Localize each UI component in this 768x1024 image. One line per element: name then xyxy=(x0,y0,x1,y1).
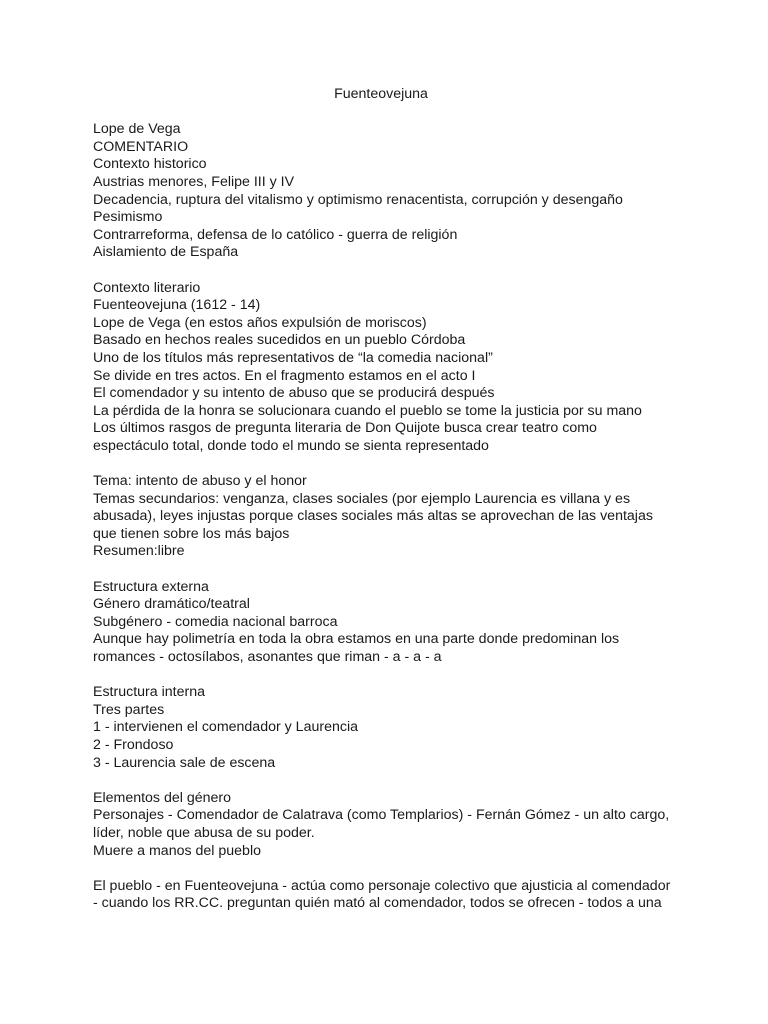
text-line: Aislamiento de España xyxy=(93,244,239,261)
text-line: Contexto historico xyxy=(93,156,207,173)
text-line: Estructura externa xyxy=(93,578,209,595)
text-line: Austrias menores, Felipe III y IV xyxy=(93,173,295,190)
text-line: COMENTARIO xyxy=(93,138,189,155)
text-line: 3 - Laurencia sale de escena xyxy=(93,754,276,771)
text-line: abusada), leyes injustas porque clases sociales más altas se aprovechan de las ventajas xyxy=(93,508,653,525)
text-line: Muere a manos del pueblo xyxy=(93,842,261,859)
text-line: Basado en hechos reales sucedidos en un pueblo Córdoba xyxy=(93,332,466,349)
text-line: - cuando los RR.CC. preguntan quién mató al comendador, todos se ofrecen - todos a una xyxy=(93,895,662,912)
text-line: Decadencia, ruptura del vitalismo y optimismo renacentista, corrupción y desengaño xyxy=(93,191,623,208)
text-line: Género dramático/teatral xyxy=(93,596,250,613)
document-section xyxy=(93,473,693,561)
text-line: 2 - Frondoso xyxy=(93,736,174,753)
document-section xyxy=(93,280,693,456)
text-line: Se divide en tres actos. En el fragmento estamos en el acto I xyxy=(93,367,476,384)
text-line: Lope de Vega (en estos años expulsión de moriscos) xyxy=(93,314,427,331)
document-section xyxy=(93,790,693,860)
text-line: Los últimos rasgos de pregunta literaria de Don Quijote busca crear teatro como xyxy=(93,420,597,437)
document-body xyxy=(93,121,693,913)
text-line: Elementos del género xyxy=(93,789,232,806)
text-line: romances - octosílabos, asonantes que riman - a - a - a xyxy=(93,649,442,665)
document-section xyxy=(93,878,693,913)
text-line: espectáculo total, donde todo el mundo se sienta representado xyxy=(93,437,489,454)
document-section xyxy=(93,684,693,772)
text-line: La pérdida de la honra se solucionara cuando el pueblo se tome la justicia por su mano xyxy=(93,402,642,419)
text-line: Lope de Vega xyxy=(93,121,181,138)
text-line: Tema: intento de abuso y el honor xyxy=(93,473,307,490)
text-line: Contrarreforma, defensa de lo católico - guerra de religión xyxy=(93,226,458,243)
text-line: Resumen:libre xyxy=(93,543,185,560)
document-page xyxy=(93,86,693,931)
text-line: Uno de los títulos más representativos de “la comedia nacional” xyxy=(93,349,493,366)
text-line: Fuenteovejuna (1612 - 14) xyxy=(93,297,261,314)
text-line: Temas secundarios: venganza, clases sociales (por ejemplo Laurencia es villana y es xyxy=(93,490,631,507)
text-line: Subgénero - comedia nacional barroca xyxy=(93,613,338,630)
document-section xyxy=(93,121,693,262)
text-line: Aunque hay polimetría en toda la obra estamos en una parte donde predominan los xyxy=(93,631,620,648)
document-section xyxy=(93,579,693,667)
text-line: líder, noble que abusa de su poder. xyxy=(93,824,315,841)
text-line: Tres partes xyxy=(93,701,165,718)
text-line: El comendador y su intento de abuso que se producirá después xyxy=(93,385,495,402)
text-line: Pesimismo xyxy=(93,209,163,226)
text-line: que tienen sobre los más bajos xyxy=(93,525,290,542)
text-line: Contexto literario xyxy=(93,279,201,296)
text-line: 1 - intervienen el comendador y Laurencia xyxy=(93,719,358,736)
text-line: Estructura interna xyxy=(93,684,205,701)
text-line: Personajes - Comendador de Calatrava (como Templarios) - Fernán Gómez - un alto cargo, xyxy=(93,807,670,824)
text-line: El pueblo - en Fuenteovejuna - actúa como personaje colectivo que ajusticia al comendador xyxy=(93,877,671,894)
document-title: Fuenteovejuna xyxy=(334,86,428,102)
